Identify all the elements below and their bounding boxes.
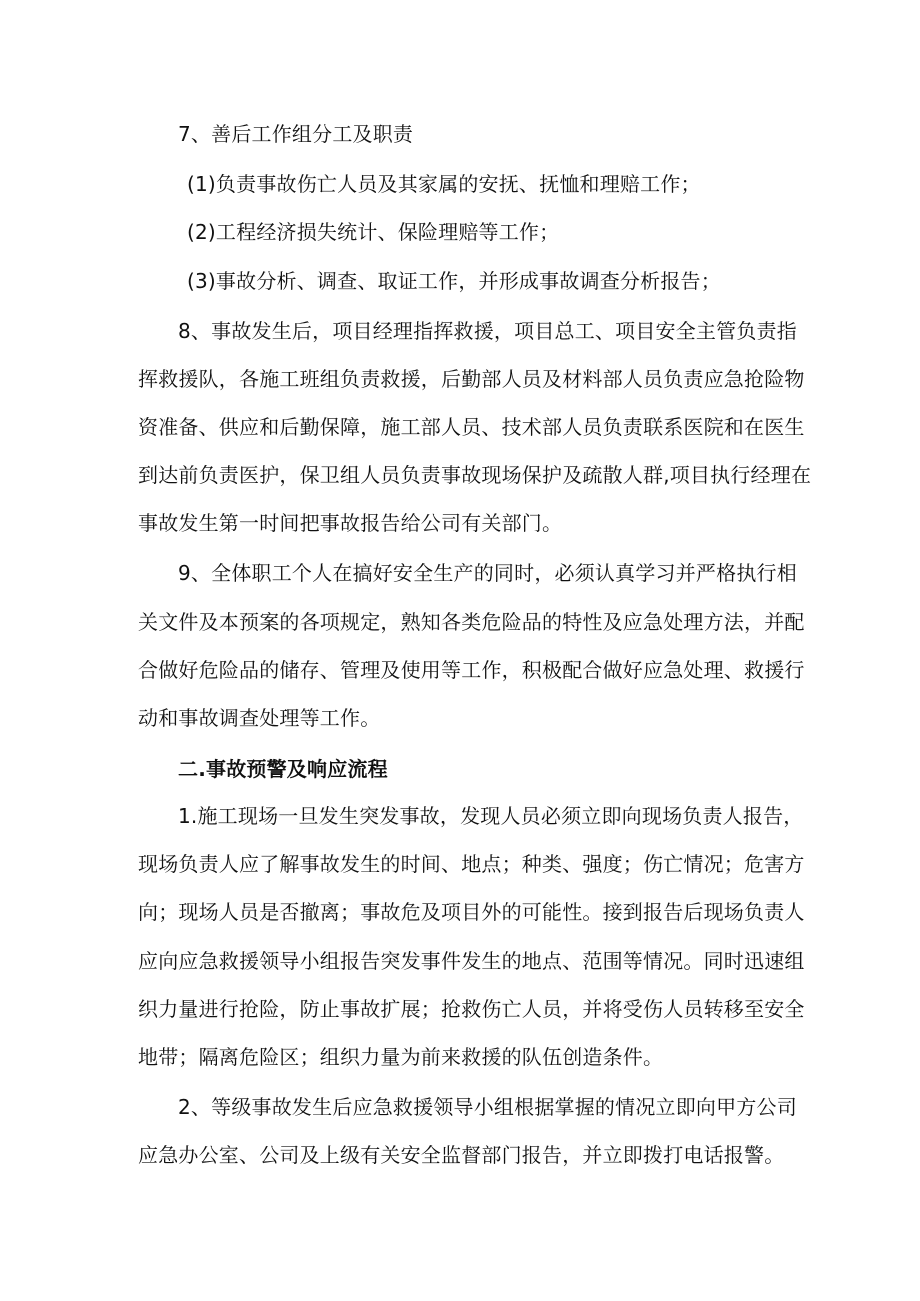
paragraph-2-1-line-5: 织力量进行抢险，防止事故扩展；抢救伤亡人员，并将受伤人员转移至安全 — [138, 997, 805, 1021]
section-7-heading: 7、善后工作组分工及职责 — [178, 122, 414, 146]
paragraph-9-line-4: 动和事故调查处理等工作。 — [138, 706, 381, 730]
paragraph-9-line-3: 合做好危险品的储存、管理及使用等工作，积极配合做好应急处理、救援行 — [138, 658, 805, 682]
paragraph-8-line-5: 事故发生第一时间把事故报告给公司有关部门。 — [138, 511, 563, 535]
paragraph-2-1-line-4: 应向应急救援领导小组报告突发事件发生的地点、范围等情况。同时迅速组 — [138, 949, 805, 973]
section-2-heading: 二.事故预警及响应流程 — [178, 757, 388, 781]
paragraph-2-1-line-1: 1.施工现场一旦发生突发事故，发现人员必须立即向现场负责人报告， — [178, 804, 804, 828]
paragraph-8-line-4: 到达前负责医护，保卫组人员负责事故现场保护及疏散人群,项目执行经理在 — [138, 463, 812, 487]
section-7-item-2: (2)工程经济损失统计、保险理赔等工作； — [187, 220, 560, 244]
section-7-item-1: (1)负责事故伤亡人员及其家属的安抚、抚恤和理赔工作； — [187, 172, 701, 196]
paragraph-8-line-2: 挥救援队，各施工班组负责救援，后勤部人员及材料部人员负责应急抢险物 — [138, 367, 805, 391]
paragraph-2-2-line-2: 应急办公室、公司及上级有关安全监督部门报告，并立即拨打电话报警。 — [138, 1143, 785, 1167]
paragraph-9-line-1: 9、全体职工个人在搞好安全生产的同时，必须认真学习并严格执行相 — [178, 561, 797, 585]
paragraph-2-1-line-3: 向；现场人员是否撤离；事故危及项目外的可能性。接到报告后现场负责人 — [138, 900, 805, 924]
paragraph-9-line-2: 关文件及本预案的各项规定，熟知各类危险品的特性及应急处理方法，并配 — [138, 610, 805, 634]
paragraph-8-line-3: 资准备、供应和后勤保障，施工部人员、技术部人员负责联系医院和在医生 — [138, 415, 805, 439]
paragraph-2-2-line-1: 2、等级事故发生后应急救援领导小组根据掌握的情况立即向甲方公司 — [178, 1095, 797, 1119]
paragraph-2-1-line-2: 现场负责人应了解事故发生的时间、地点；种类、强度；伤亡情况；危害方 — [138, 852, 805, 876]
section-7-item-3: (3)事故分析、调查、取证工作，并形成事故调查分析报告； — [187, 269, 721, 293]
paragraph-8-line-1: 8、事故发生后，项目经理指挥救援，项目总工、项目安全主管负责指 — [178, 319, 797, 343]
paragraph-2-1-line-6: 地带；隔离危险区；组织力量为前来救援的队伍创造条件。 — [138, 1045, 664, 1069]
